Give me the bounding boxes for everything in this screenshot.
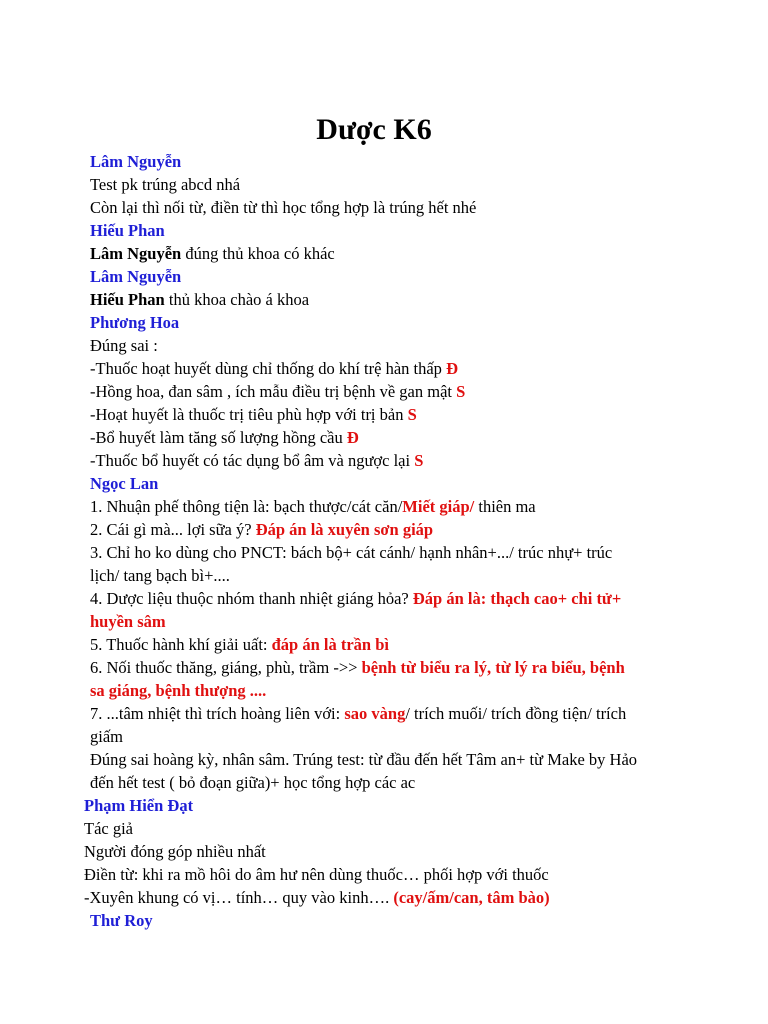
item-text: -Hồng hoa, đan sâm , ích mẫu điều trị bệnh về gan mật: [90, 382, 457, 401]
author-name: Lâm Nguyễn: [90, 152, 182, 171]
true-false-item: [90, 380, 690, 403]
question-line: [90, 518, 690, 541]
answer: S: [414, 451, 424, 470]
author-name: Ngọc Lan: [90, 474, 159, 493]
mention: Lâm Nguyễn: [90, 244, 182, 263]
item-text: -Hoạt huyết là thuốc trị tiêu phù hợp với trị bản: [90, 405, 408, 424]
answer: sa giáng, bệnh thượng ....: [90, 681, 267, 700]
text-line: Còn lại thì nối từ, điền từ thì học tổng hợp là trúng hết nhé: [90, 198, 477, 217]
question-line: lịch/ tang bạch bì+....: [90, 566, 230, 585]
question-line: [90, 495, 690, 518]
text-line: Tác giả: [84, 819, 134, 838]
item-text: -Thuốc bổ huyết có tác dụng bổ âm và ngược lại: [90, 451, 415, 470]
answer: S: [407, 405, 417, 424]
answer: S: [456, 382, 466, 401]
question-text: / trích muối/ trích đồng tiện/ trích: [405, 704, 627, 723]
question-text: 4. Dược liệu thuộc nhóm thanh nhiệt giáng hỏa?: [90, 589, 413, 608]
author-name: Hiếu Phan: [90, 221, 165, 240]
answer: Đáp án là: thạch cao+ chi tử+: [412, 589, 622, 608]
question-text: thiên ma: [474, 497, 536, 516]
text-line: Đúng sai :: [90, 336, 158, 355]
answer: Miết giáp/: [402, 497, 475, 516]
answer: huyền sâm: [90, 612, 166, 631]
true-false-item: [90, 426, 690, 449]
answer: bệnh từ biểu ra lý, từ lý ra biểu, bệnh: [361, 658, 625, 677]
text-line: Điền từ: khi ra mồ hôi do âm hư nên dùng thuốc… phối hợp với thuốc: [84, 865, 549, 884]
true-false-item: [90, 357, 690, 380]
question-line: [90, 702, 690, 725]
question-text: 7. ...tâm nhiệt thì trích hoàng liên với:: [90, 704, 345, 723]
item-text: -Thuốc hoạt huyết dùng chỉ thống do khí trệ hàn thấp: [90, 359, 447, 378]
author-name: Lâm Nguyễn: [90, 267, 182, 286]
true-false-item: [90, 449, 690, 472]
reply-line: [90, 288, 690, 311]
question-text: 2. Cái gì mà... lợi sữa ý?: [90, 520, 256, 539]
answer: đáp án là trần bì: [271, 635, 389, 654]
question-line: giấm: [90, 727, 123, 746]
answer: Đ: [346, 428, 359, 447]
author-name: Phạm Hiển Đạt: [84, 796, 194, 815]
question-line: 3. Chỉ ho ko dùng cho PNCT: bách bộ+ cát cánh/ hạnh nhân+.../ trúc nhự+ trúc: [90, 543, 613, 562]
question-text: 6. Nối thuốc thăng, giáng, phù, trầm ->>: [90, 658, 362, 677]
text-line: Người đóng góp nhiều nhất: [84, 842, 266, 861]
text-line: đến hết test ( bỏ đoạn giữa)+ học tổng hợp các ac: [90, 773, 416, 792]
question-line: [90, 656, 690, 679]
question-text: -Xuyên khung có vị… tính… quy vào kinh….: [84, 888, 394, 907]
item-text: -Bổ huyết làm tăng số lượng hồng cầu: [90, 428, 347, 447]
text-line: Đúng sai hoàng kỳ, nhân sâm. Trúng test: từ đầu đến hết Tâm an+ từ Make by Hảo: [90, 750, 638, 769]
question-text: 5. Thuốc hành khí giải uất:: [90, 635, 272, 654]
question-line: [90, 587, 690, 610]
reply-text: đúng thủ khoa có khác: [181, 244, 335, 263]
true-false-item: [90, 403, 690, 426]
question-line: [90, 633, 690, 656]
mention: Hiếu Phan: [90, 290, 165, 309]
answer: Đáp án là xuyên sơn giáp: [255, 520, 434, 539]
page-title: Dược K6: [316, 113, 432, 146]
text-line: Test pk trúng abcd nhá: [90, 175, 241, 194]
answer: sao vàng: [344, 704, 406, 723]
question-line: [84, 886, 684, 909]
question-text: 1. Nhuận phế thông tiện là: bạch thược/cát căn/: [90, 497, 403, 516]
author-name: Thư Roy: [90, 911, 153, 930]
reply-line: [90, 242, 690, 265]
answer: (cay/ấm/can, tâm bào): [393, 888, 550, 907]
reply-text: thủ khoa chào á khoa: [164, 290, 310, 309]
author-name: Phương Hoa: [90, 313, 180, 332]
answer: Đ: [446, 359, 458, 378]
